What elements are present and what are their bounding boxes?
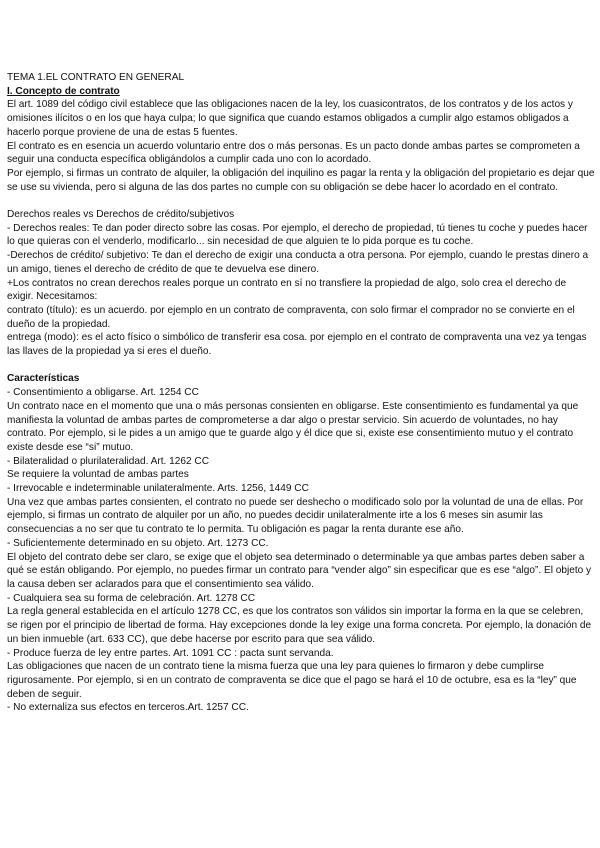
characteristic-text: Las obligaciones que nacen de un contrato tiene la misma fuerza que una ley para quienes lo firmaron y debe cumplirse rigurosamente. Por ejemplo, si en un contrato de compraventa se dice que el pago se hará el 10 de octubre, esa es la “ley” que deben de seguir. <box>7 661 577 700</box>
characteristic-item: - Cualquiera sea su forma de celebración. Art. 1278 CC <box>7 592 255 604</box>
characteristic-item: - Consentimiento a obligarse. Art. 1254 CC <box>7 387 199 399</box>
rights-paragraph: - Derechos reales: Te dan poder directo sobre las cosas. Por ejemplo, el derecho de propiedad, tú tienes tu coche y puedes hacer lo que quieras con el venderlo, modificarlo... sin necesidad de que alguien te lo pida porque es tu coche. <box>7 222 588 248</box>
concept-paragraph: Por ejemplo, si firmas un contrato de alquiler, la obligación del inquilino es pagar la renta y la obligación del propietario es dejar que se use su vivienda, pero si alguna de las dos partes no cumple con su obligación se debe hacer lo acordado en el contrato. <box>7 167 595 193</box>
topic-title: TEMA 1.EL CONTRATO EN GENERAL <box>7 72 185 83</box>
spacer <box>7 194 595 208</box>
characteristic-item: - Suficientemente determinado en su objeto. Art. 1273 CC. <box>7 537 269 549</box>
section-title: I. Concepto de contrato <box>7 85 120 97</box>
characteristic-item: - Irrevocable e indeterminable unilateralmente. Arts. 1256, 1449 CC <box>7 483 309 495</box>
rights-paragraph: -Derechos de crédito/ subjetivo: Te dan el derecho de exigir una conducta a otra persona. Por ejemplo, cuando le prestas dinero a un amigo, tienes el derecho de crédito de que te devuelva ese dinero. <box>7 250 589 275</box>
document-body <box>7 71 595 715</box>
characteristic-item: - Produce fuerza de ley entre partes. Art. 1091 CC : pacta sunt servanda. <box>7 647 334 659</box>
rights-title: Derechos reales vs Derechos de crédito/subjetivos <box>7 209 235 221</box>
spacer <box>7 359 595 373</box>
rights-paragraph: contrato (título): es un acuerdo. por ejemplo en un contrato de compraventa, con solo firmar el comprador no se convierte en el dueño de la propiedad. <box>7 304 575 330</box>
rights-paragraph: +Los contratos no crean derechos reales porque un contrato en sí no transfiere la propiedad de algo, solo crea el derecho de exigir. Necesitamos: <box>7 277 567 303</box>
characteristic-text: El objeto del contrato debe ser claro, se exige que el objeto sea determinado o determinable ya que ambas partes deben saber a qué se están obligando. Por ejemplo, no puedes firmar un contrato para “vender algo” sin especificar que es ese “algo”. El objeto y la causa deben ser aclarados para que el consentimiento sea válido. <box>7 551 592 590</box>
characteristic-text: Se requiere la voluntad de ambas partes <box>7 469 189 481</box>
concept-paragraph: El contrato es en esencia un acuerdo voluntario entre dos o más personas. Es un pacto donde ambas partes se comprometen a seguir una conducta específica obligándolos a cumplir cada uno con lo acordado. <box>7 140 580 166</box>
characteristic-text: La regla general establecida en el artículo 1278 CC, es que los contratos son válidos sin importar la forma en la que se celebren, se rigen por el principio de libertad de forma. Hay excepciones donde la ley exige una forma concreta. Por ejemplo, la donación de un bien inmueble (art. 633 CC), que debe hacerse por escrito para que sea válido. <box>7 606 592 645</box>
characteristic-item: - No externaliza sus efectos en terceros.Art. 1257 CC. <box>7 702 249 714</box>
characteristics-title: Características <box>7 373 80 385</box>
concept-paragraph: El art. 1089 del código civil establece que las obligaciones nacen de la ley, los cuasicontratos, de los contratos y de los actos y omisiones ilícitos o en los que haya culpa; lo que significa que cuando estamos obligados a cumplir algo estamos obligados a hacerlo porque proviene de una de estas 5 fuentes. <box>7 99 573 138</box>
characteristic-item: - Bilateralidad o plurilateralidad. Art. 1262 CC <box>7 455 209 467</box>
rights-paragraph: entrega (modo): es el acto físico o simbólico de transferir esa cosa. por ejemplo en el contrato de compraventa una vez ya tengas las llaves de la propiedad ya si eres el dueño. <box>7 332 587 358</box>
characteristic-text: Un contrato nace en el momento que una o más personas consienten en obligarse. Este consentimiento es fundamental ya que manifiesta la voluntad de ambas partes de comprometerse a dar algo o prestar servicio. Sin acuerdo de voluntades, no hay contrato. Por ejemplo, si le pides a un amigo que te guarde algo y él dice que si, existe ese consentimiento mutuo y el contrato existe desde ese “si” mutuo. <box>7 400 579 453</box>
characteristic-text: Una vez que ambas partes consienten, el contrato no puede ser deshecho o modificado solo por la voluntad de una de ellas. Por ejemplo, si firmas un contrato de alquiler por un año, no puedes decidir unilateralmente irte a los 6 meses sin asumir las consecuencias a no ser que tu contrato te lo permita. Tu obligación es pagar la renta durante ese año. <box>7 496 584 536</box>
